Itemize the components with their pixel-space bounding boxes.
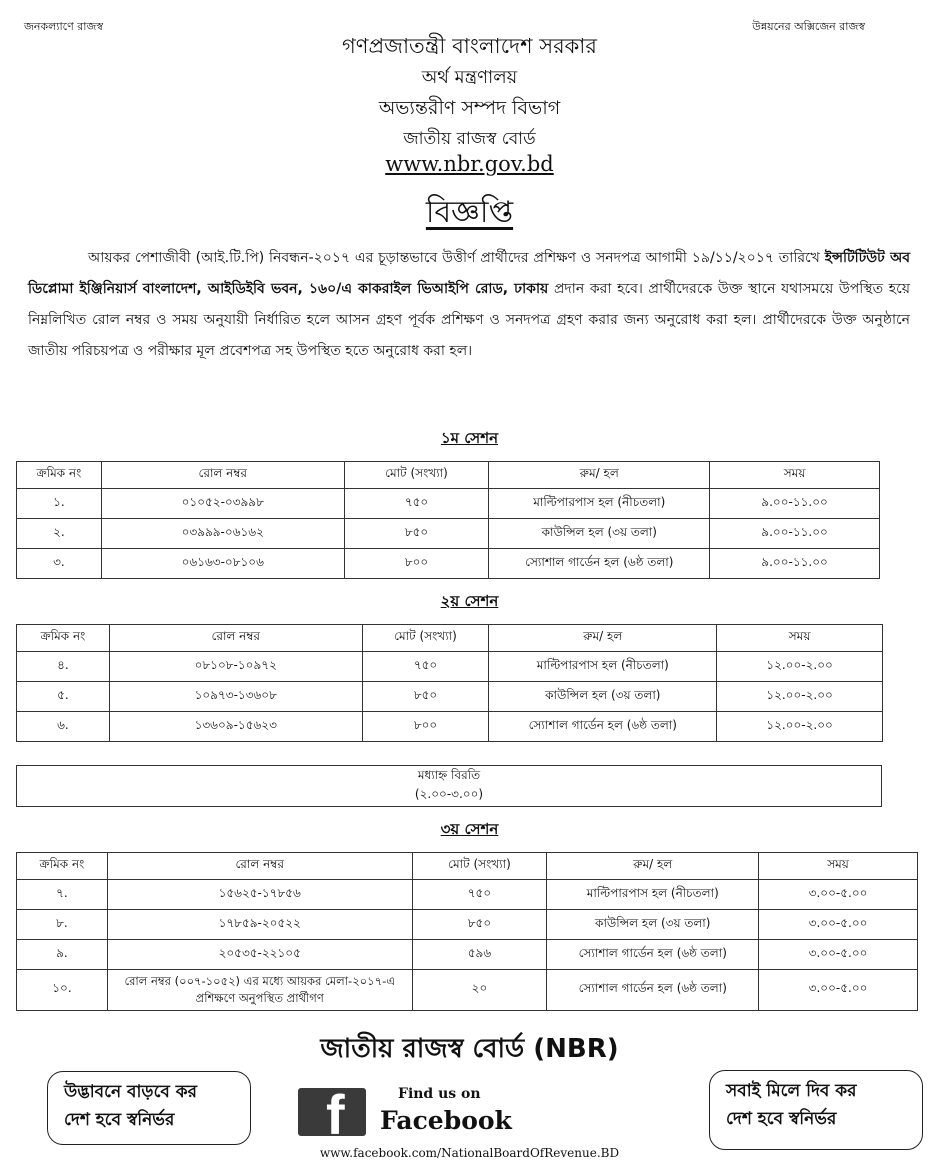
room-cell: মাল্টিপারপাস হল (নীচতলা)	[489, 489, 710, 519]
time-cell: ১২.০০-২.০০	[717, 682, 883, 712]
room-cell: মাল্টিপারপাস হল (নীচতলা)	[489, 652, 717, 682]
col-total: মোট (সংখ্যা)	[412, 853, 547, 880]
table-row	[17, 940, 918, 970]
time-cell: ৯.০০-১১.০০	[710, 519, 880, 549]
total-cell: ৭৫০	[412, 880, 547, 910]
time-cell: ৩.০০-৫.০০	[759, 940, 918, 970]
slogan-right-line-1: সবাই মিলে দিব কর	[726, 1081, 857, 1101]
table-row	[17, 549, 880, 579]
total-cell: ৮০০	[344, 549, 489, 579]
session-1-table	[16, 461, 880, 579]
time-cell: ১২.০০-২.০০	[717, 712, 883, 742]
table-row	[17, 880, 918, 910]
serial-cell: ৪.	[17, 652, 110, 682]
facebook-name-text: Facebook	[380, 1106, 512, 1135]
roll-cell: ১৭৮৫৯-২০৫২২	[107, 910, 412, 940]
col-total: মোট (সংখ্যা)	[362, 625, 489, 652]
time-cell: ৩.০০-৫.০০	[759, 880, 918, 910]
roll-cell: ১৫৬২৫-১৭৮৫৬	[107, 880, 412, 910]
room-cell: কাউন্সিল হল (৩য় তলা)	[489, 519, 710, 549]
website-link[interactable]: www.nbr.gov.bd	[385, 152, 554, 176]
board-title: জাতীয় রাজস্ব বোর্ড	[403, 129, 536, 149]
session-3-table	[16, 852, 918, 1011]
facebook-url-link[interactable]: www.facebook.com/NationalBoardOfRevenue.BD	[319, 1146, 620, 1160]
col-roll: রোল নম্বর	[109, 625, 362, 652]
notice-title: বিজ্ঞপ্তি	[425, 195, 514, 230]
time-cell: ৩.০০-৫.০০	[759, 910, 918, 940]
paragraph-part-1: আয়কর পেশাজীবী (আই.টি.পি) নিবন্ধন-২০১৭ এর চূড়ান্তভাবে উত্তীর্ণ প্রার্থীদের প্রশিক্ষণ ও সনদপত্র আগামী ১৯/১১/২০১৭ তারিখে	[88, 250, 825, 266]
roll-cell: ১৩৬০৯-১৫৬২৩	[109, 712, 362, 742]
slogan-right-line-2: দেশ হবে স্বনির্ভর	[726, 1109, 837, 1129]
right-motto: উন্নয়নের অক্সিজেন রাজস্ব	[752, 20, 865, 33]
room-cell: স্যোশাল গার্ডেন হল (৬ষ্ঠ তলা)	[489, 712, 717, 742]
room-cell: কাউন্সিল হল (৩য় তলা)	[489, 682, 717, 712]
col-room: রুম/ হল	[489, 625, 717, 652]
serial-cell: ৮.	[17, 910, 108, 940]
table-row	[17, 489, 880, 519]
session-3-title: ৩য় সেশন	[440, 820, 499, 838]
col-time: সময়	[717, 625, 883, 652]
table-row	[17, 712, 883, 742]
roll-cell: ০৮১০৮-১০৯৭২	[109, 652, 362, 682]
slogan-left-box	[47, 1071, 251, 1145]
col-time: সময়	[710, 462, 880, 489]
serial-cell: ১০.	[17, 970, 108, 1011]
total-cell: ৮৫০	[344, 519, 489, 549]
session-2-title: ২য় সেশন	[440, 592, 499, 610]
serial-cell: ৬.	[17, 712, 110, 742]
nbr-footer-title: জাতীয় রাজস্ব বোর্ড (NBR)	[320, 1034, 619, 1064]
left-motto: জনকল্যাণে রাজস্ব	[24, 20, 104, 33]
table-row	[17, 519, 880, 549]
division-title: অভ্যন্তরীণ সম্পদ বিভাগ	[378, 97, 561, 119]
roll-cell: ০৩৯৯৯-০৬১৬২	[101, 519, 344, 549]
serial-cell: ৭.	[17, 880, 108, 910]
serial-cell: ৩.	[17, 549, 102, 579]
room-cell: স্যোশাল গার্ডেন হল (৬ষ্ঠ তলা)	[547, 940, 759, 970]
break-label: মধ্যাহ্ন বিরতি	[417, 768, 481, 782]
total-cell: ২০	[412, 970, 547, 1011]
total-cell: ৭৫০	[362, 652, 489, 682]
col-time: সময়	[759, 853, 918, 880]
serial-cell: ২.	[17, 519, 102, 549]
time-cell: ৩.০০-৫.০০	[759, 970, 918, 1011]
notice-paragraph	[28, 243, 910, 367]
break-time: (২.০০-৩.০০)	[414, 787, 484, 801]
paragraph-part-2: প্রদান করা হবে। প্রার্থীদেরকে উক্ত স্থানে যথাসময়ে উপস্থিত হয়ে নিম্নলিখিত রোল নম্বর ও সময় অনুযায়ী নির্ধারিত হলে আসন গ্রহণ পূর্বক প্রশিক্ষণ ও সনদপত্র গ্রহণ করার জন্য অনুরোধ করা হল। প্রার্থীদেরকে উক্ত অনুষ্ঠানে জাতীয় পরিচয়পত্র ও পরীক্ষার মূল প্রবেশপত্র সহ উপস্থিত হতে অনুরোধ করা হল।	[28, 281, 910, 359]
room-cell: স্যোশাল গার্ডেন হল (৬ষ্ঠ তলা)	[547, 970, 759, 1011]
government-title: গণপ্রজাতন্ত্রী বাংলাদেশ সরকার	[342, 34, 597, 58]
facebook-logo	[298, 1083, 366, 1146]
session-1-title: ১ম সেশন	[440, 429, 499, 447]
time-cell: ৯.০০-১১.০০	[710, 489, 880, 519]
total-cell: ৮৫০	[412, 910, 547, 940]
room-cell: কাউন্সিল হল (৩য় তলা)	[547, 910, 759, 940]
total-cell: ৭৫০	[344, 489, 489, 519]
slogan-right-box	[709, 1070, 923, 1150]
slogan-left-line-2: দেশ হবে স্বনির্ভর	[64, 1110, 175, 1130]
col-room: রুম/ হল	[489, 462, 710, 489]
slogan-left-line-1: উদ্ভাবনে বাড়বে কর	[64, 1082, 198, 1102]
ministry-title: অর্থ মন্ত্রণালয়	[421, 67, 518, 88]
serial-cell: ৯.	[17, 940, 108, 970]
col-roll: রোল নম্বর	[101, 462, 344, 489]
col-serial: ক্রমিক নং	[17, 853, 108, 880]
room-cell: স্যোশাল গার্ডেন হল (৬ষ্ঠ তলা)	[489, 549, 710, 579]
serial-cell: ৫.	[17, 682, 110, 712]
venue-text: ইন্সটিটিউট অব ডিপ্লোমা ইঞ্জিনিয়ার্স বাংলাদেশ, আইডিইবি ভবন, ১৬০/এ কাকরাইল ভিআইপি রোড, ঢাকায়	[28, 250, 910, 297]
lunch-break-box	[16, 765, 882, 807]
col-roll: রোল নম্বর	[107, 853, 412, 880]
table-row	[17, 910, 918, 940]
room-cell: মাল্টিপারপাস হল (নীচতলা)	[547, 880, 759, 910]
col-room: রুম/ হল	[547, 853, 759, 880]
facebook-find-text: Find us on	[398, 1086, 481, 1102]
col-serial: ক্রমিক নং	[17, 625, 110, 652]
table-row	[17, 652, 883, 682]
total-cell: ৫৯৬	[412, 940, 547, 970]
table-row	[17, 682, 883, 712]
total-cell: ৮৫০	[362, 682, 489, 712]
table-header-row	[17, 625, 883, 652]
facebook-f-icon: f	[326, 1083, 345, 1146]
roll-cell: ১০৯৭৩-১৩৬০৮	[109, 682, 362, 712]
time-cell: ৯.০০-১১.০০	[710, 549, 880, 579]
table-header-row	[17, 853, 918, 880]
table-header-row	[17, 462, 880, 489]
serial-cell: ১.	[17, 489, 102, 519]
roll-cell: রোল নম্বর (০০৭-১০৫২) এর মধ্যে আয়কর মেলা-২০১৭-এ প্রশিক্ষণে অনুপস্থিত প্রার্থীগণ	[107, 970, 412, 1011]
time-cell: ১২.০০-২.০০	[717, 652, 883, 682]
roll-cell: ০১০৫২-০৩৯৯৮	[101, 489, 344, 519]
session-2-table	[16, 624, 883, 742]
total-cell: ৮০০	[362, 712, 489, 742]
col-total: মোট (সংখ্যা)	[344, 462, 489, 489]
col-serial: ক্রমিক নং	[17, 462, 102, 489]
roll-cell: ০৬১৬৩-০৮১০৬	[101, 549, 344, 579]
roll-cell: ২০৫৩৫-২২১০৫	[107, 940, 412, 970]
table-row	[17, 970, 918, 1011]
